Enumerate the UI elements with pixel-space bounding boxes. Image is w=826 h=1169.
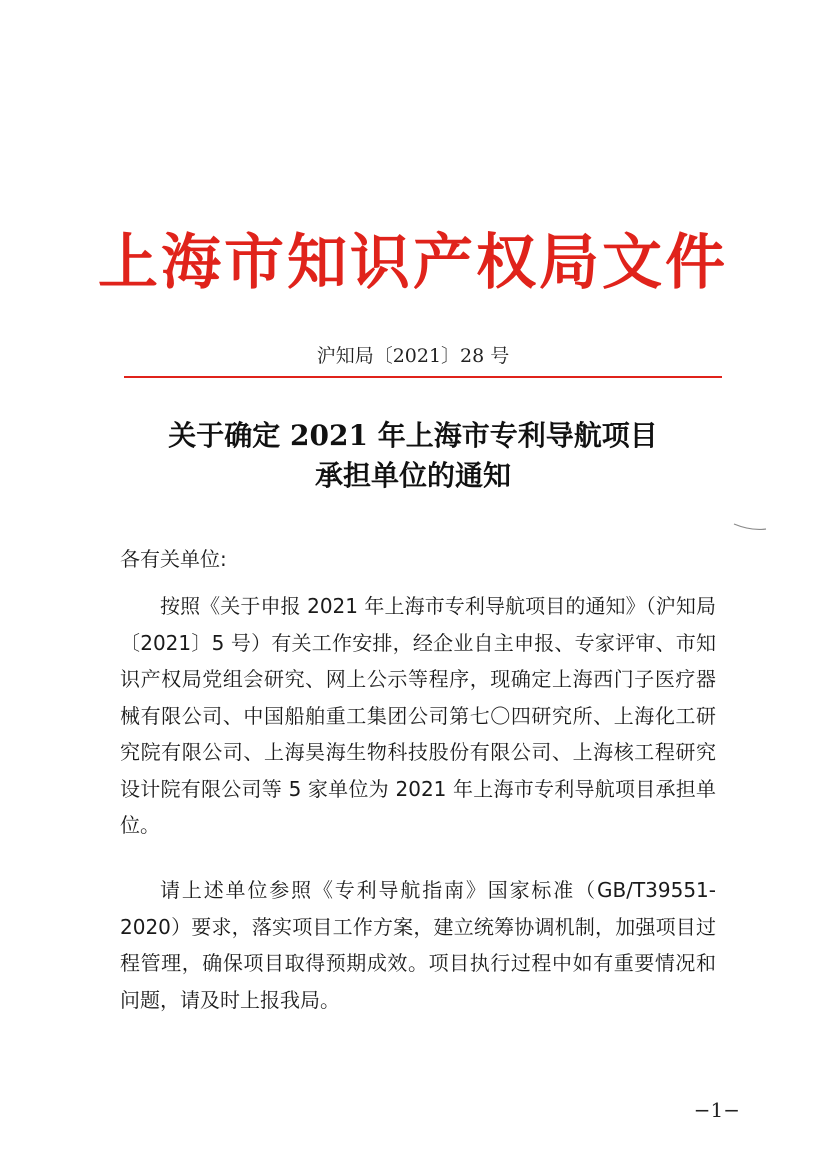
document-header-title: 上海市知识产权局文件 <box>98 228 728 298</box>
body-paragraph-1: 按照《关于申报 2021 年上海市专利导航项目的通知》（沪知局〔2021〕5 号）有关工作安排，经企业自主申报、专家评审、市知识产权局党组会研究、网上公示等程序，现确定上海西门子医疗器械有限公司、中国船舶重工集团公司第七〇四研究所、上海化工研究院有限公司、上海昊海生物科技股份有限公司、上海核工程研究设计院有限公司等 5 家单位为 2021 年上海市专利导航项目承担单位。 <box>120 594 716 837</box>
pen-mark <box>733 522 767 532</box>
red-divider-line <box>124 376 722 378</box>
notice-title-line-1: 关于确定 2021 年上海市专利导航项目 <box>168 419 658 452</box>
notice-title <box>0 416 826 496</box>
salutation: 各有关单位: <box>120 547 227 571</box>
notice-title-line-2: 承担单位的通知 <box>314 459 511 492</box>
body-paragraph-2: 请上述单位参照《专利导航指南》国家标准（GB/T39551-2020）要求，落实项目工作方案，建立统筹协调机制，加强项目过程管理，确保项目取得预期成效。项目执行过程中如有重要情况和问题，请及时上报我局。 <box>120 878 716 1012</box>
page-number: −1− <box>693 1098 740 1122</box>
document-number: 沪知局〔2021〕28 号 <box>316 345 510 367</box>
